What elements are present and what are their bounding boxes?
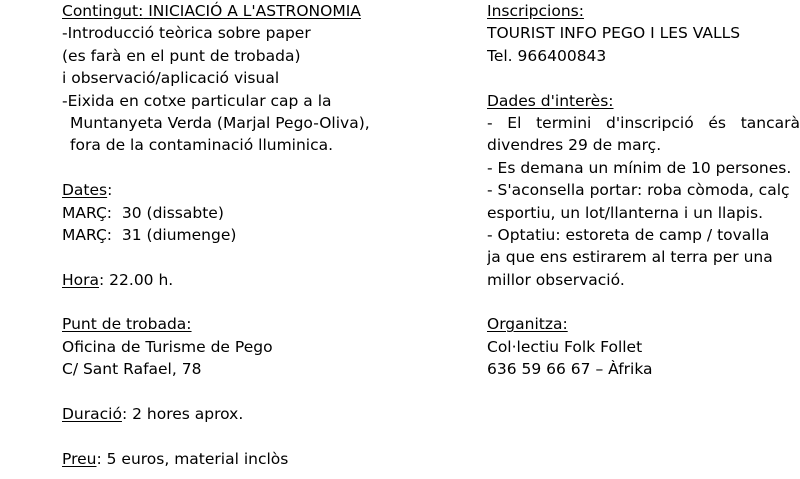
dates-label: Dates bbox=[62, 181, 108, 200]
dates-colon: : bbox=[107, 181, 113, 200]
organitza-heading bbox=[487, 313, 800, 335]
dades-line: - Optatiu: estoreta de camp / tovalla bbox=[487, 225, 770, 244]
dates-heading bbox=[62, 179, 462, 201]
durada-value: : 2 hores aprox. bbox=[121, 405, 244, 424]
organitza-label: Organitza: bbox=[487, 315, 568, 334]
punt-heading bbox=[62, 313, 462, 335]
preu-value: : 5 euros, material inclòs bbox=[96, 449, 289, 468]
right-column bbox=[487, 0, 800, 381]
dades-line: ja que ens estirarem al terra per una bbox=[487, 248, 773, 267]
inscripcions-line: Tel. 966400843 bbox=[487, 46, 607, 65]
contingut-line: fora de la contaminació lluminica. bbox=[70, 136, 334, 155]
dades-line: millor observació. bbox=[487, 270, 625, 289]
inscripcions-line: TOURIST INFO PEGO I LES VALLS bbox=[487, 24, 741, 43]
contingut-line: -Introducció teòrica sobre paper bbox=[62, 24, 311, 43]
contingut-heading bbox=[62, 0, 462, 22]
left-column bbox=[62, 0, 462, 470]
organitza-line: 636 59 66 67 – Àfrika bbox=[487, 360, 653, 379]
dades-line: - Es demana un mínim de 10 persones. bbox=[487, 158, 792, 177]
punt-line: Oficina de Turisme de Pego bbox=[62, 337, 273, 356]
dades-line: esportiu, un lot/llanterna i un llapis. bbox=[487, 203, 763, 222]
date-item: MARÇ: 30 (dissabte) bbox=[62, 203, 224, 222]
dades-heading bbox=[487, 90, 800, 112]
preu-label: Preu bbox=[62, 449, 97, 468]
activity-title: INICIACIÓ A L'ASTRONOMIA bbox=[143, 2, 361, 20]
organitza-line: Col·lectiu Folk Follet bbox=[487, 337, 643, 356]
durada-label: Duració bbox=[62, 405, 122, 424]
date-item: MARÇ: 31 (diumenge) bbox=[62, 225, 237, 244]
contingut-line: i observació/aplicació visual bbox=[62, 69, 280, 88]
hora-value: : 22.00 h. bbox=[99, 270, 174, 289]
punt-line: C/ Sant Rafael, 78 bbox=[62, 360, 202, 379]
inscripcions-heading bbox=[487, 0, 800, 22]
hora-row bbox=[62, 269, 462, 291]
durada-row bbox=[62, 403, 462, 425]
hora-label: Hora bbox=[62, 270, 100, 289]
inscripcions-label: Inscripcions: bbox=[487, 2, 584, 20]
contingut-line: (es farà en el punt de trobada) bbox=[62, 46, 301, 65]
contingut-line: Muntanyeta Verda (Marjal Pego-Oliva), bbox=[70, 113, 370, 132]
contingut-line: -Eixida en cotxe particular cap a la bbox=[62, 91, 332, 110]
dades-line: - El termini d'inscripció és tancarà bbox=[487, 113, 800, 132]
dades-line: - S'aconsella portar: roba còmoda, calç bbox=[487, 181, 790, 200]
preu-row bbox=[62, 448, 462, 470]
dades-label: Dades d'interès: bbox=[487, 91, 614, 110]
dades-line: divendres 29 de març. bbox=[487, 136, 662, 155]
contingut-label: Contingut: bbox=[62, 2, 144, 20]
punt-label: Punt de trobada: bbox=[62, 315, 192, 334]
